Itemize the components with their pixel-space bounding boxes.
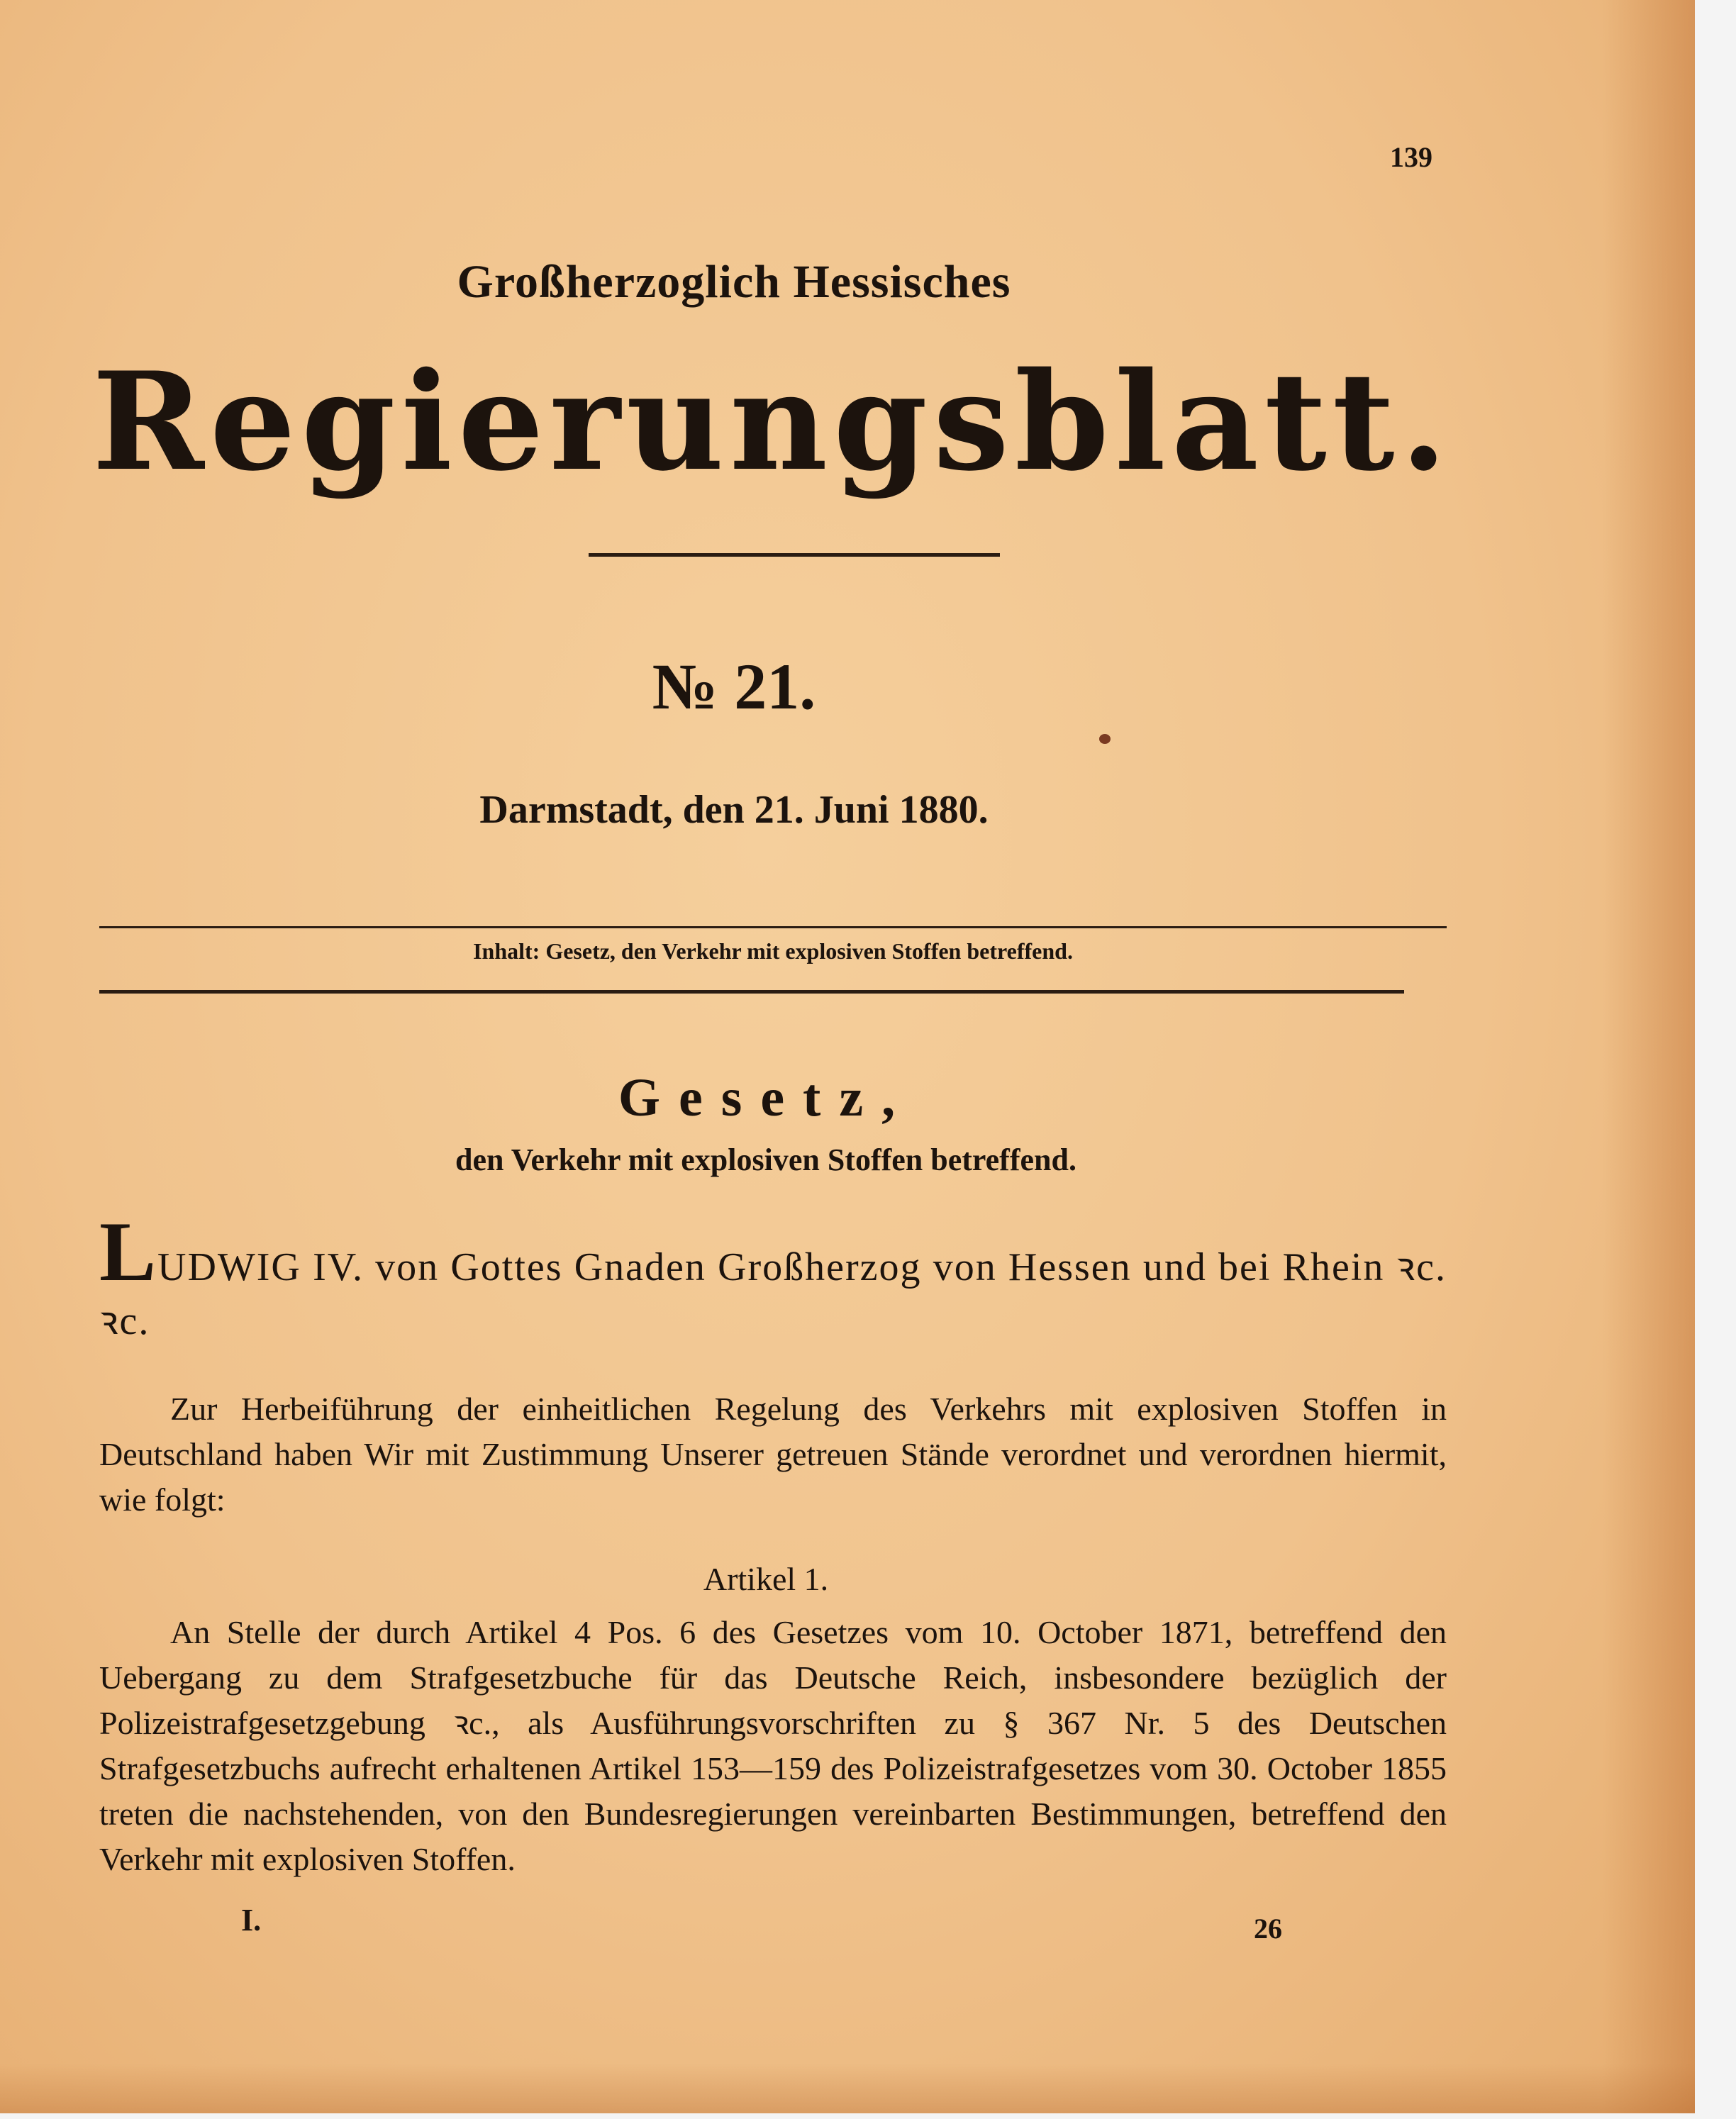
- signature-mark: I.: [241, 1903, 262, 1937]
- page-edge-shadow-bottom: [0, 2064, 1695, 2113]
- preamble: [99, 1204, 1447, 1348]
- page-number: 139: [1390, 141, 1432, 173]
- ink-speck: [1099, 734, 1111, 744]
- masthead-title: Regierungsblatt.: [92, 343, 1453, 501]
- enactment-paragraph: Zur Herbeiführung der einheitlichen Regelung des Verkehrs mit explosiven Stoffen in Deutschland haben Wir mit Zustimmung Unserer getreuen Stände verordnet und verordnen hiermit, wie folgt:: [99, 1391, 1447, 1518]
- contents-rule-top: [99, 926, 1447, 928]
- article-heading: Artikel 1.: [703, 1561, 829, 1597]
- sheet-number: 26: [1254, 1913, 1282, 1945]
- law-subtitle: den Verkehr mit explosiven Stoffen betreffend.: [455, 1142, 1076, 1177]
- drop-cap: L: [99, 1204, 158, 1298]
- contents-line: Inhalt: Gesetz, den Verkehr mit explosiven Stoffen betreffend.: [473, 938, 1073, 964]
- article-1-text: An Stelle der durch Artikel 4 Pos. 6 des Gesetzes vom 10. October 1871, betreffend den Uebergang zu dem Strafgesetzbuche für das Deutsche Reich, insbesondere bezüglich der Polizeistrafgesetzgebung ꝛc., als Ausführungsvorschriften zu § 367 Nr. 5 des Deutschen Strafgesetzbuchs aufrecht erhaltenen Artikel 153—159 des Polizeistrafgesetzes vom 30. October 1855 treten die nachstehenden, von den Bundesregierungen vereinbarten Bestimmungen, betreffend den Verkehr mit explosiven Stoffen.: [99, 1614, 1447, 1877]
- page-edge-shadow-right: [1603, 0, 1695, 2113]
- publication-header: Großherzoglich Hessisches: [457, 256, 1011, 308]
- issue-date: Darmstadt, den 21. Juni 1880.: [479, 788, 989, 832]
- issue-number: № 21.: [652, 650, 816, 723]
- law-title: Gesetz,: [618, 1068, 914, 1128]
- contents-rule-bottom: [99, 990, 1404, 994]
- preamble-text: UDWIG IV. von Gottes Gnaden Großherzog von Hessen und bei Rhein ꝛc. ꝛc.: [99, 1245, 1447, 1343]
- masthead-rule: [589, 553, 1000, 557]
